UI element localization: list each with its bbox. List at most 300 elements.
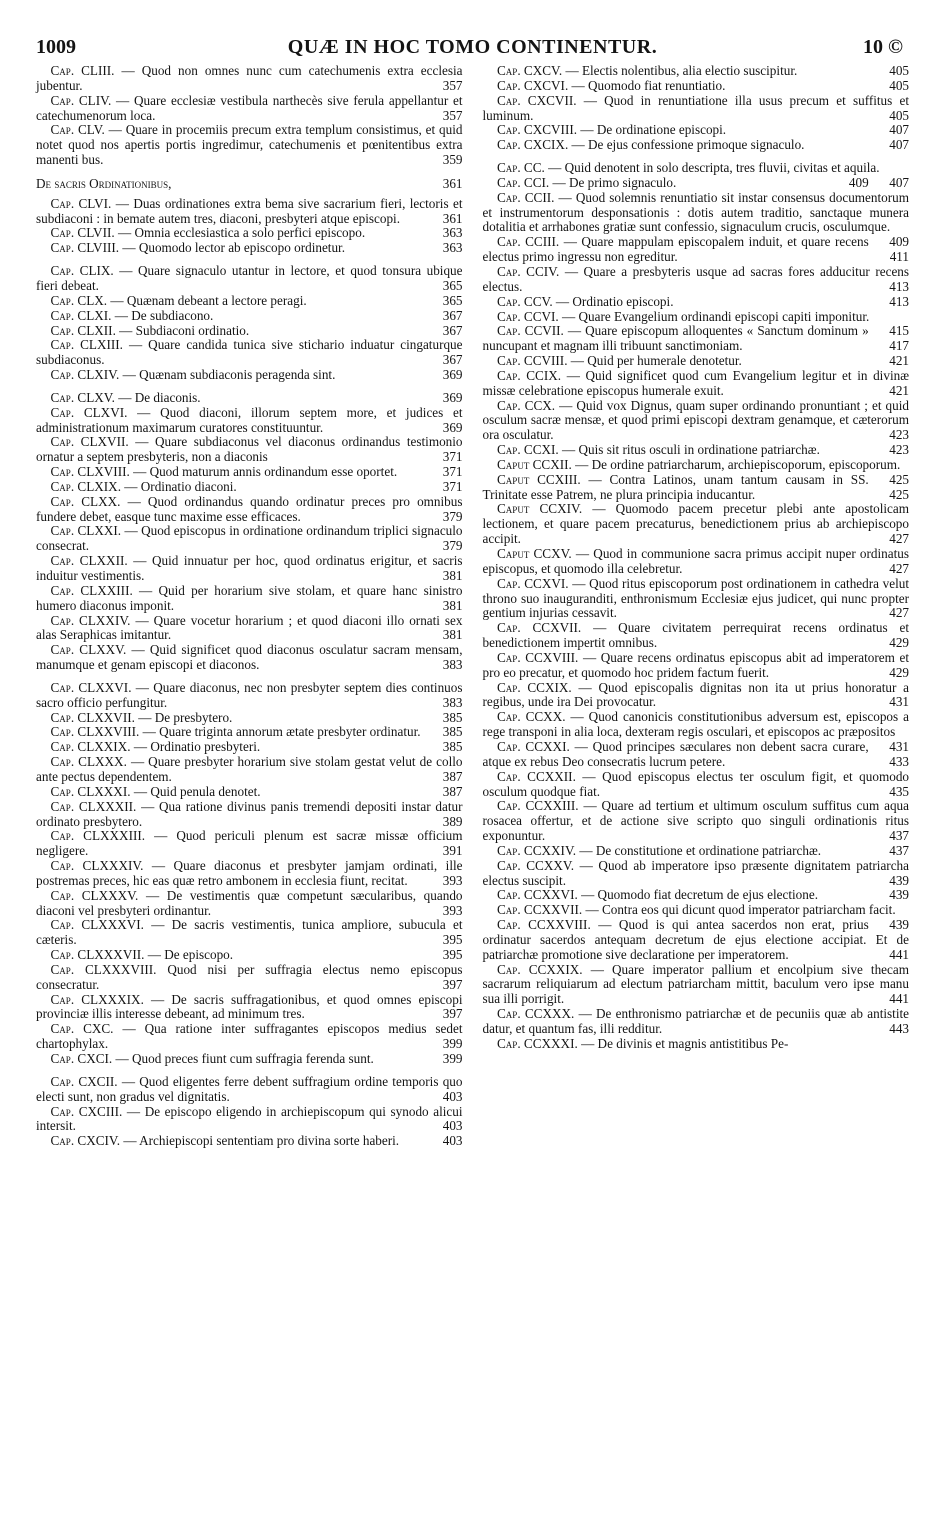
chapter-label: Cap. CCVI. (497, 308, 559, 324)
chapter-label: Cap. CCVII. (497, 323, 564, 339)
chapter-text: — Quare Evangelium ordinandi episcopi capiti imponitur. (562, 308, 870, 324)
toc-entry (36, 681, 463, 711)
toc-entry (36, 264, 463, 294)
page-ref: 399 (442, 1036, 463, 1052)
chapter-text: — Quod canonicis constitutionibus adversum est, episcopos a rege transponi in alia loca, dexteram regis osculari, et episcopos ac præpositos (482, 709, 909, 740)
chapter-text: — Qua ratione divinus panis tremendi depositi instar datur ordinato presbytero. (36, 798, 463, 829)
chapter-text: — De ejus confessione primoque signaculo. (571, 137, 805, 153)
chapter-text: — Quare imperator pallium et encolpium sive thecam sacrarum reliquiarum ad electum patriarcham mittit, baculum vero ipse manu sua illi porrigit. (482, 961, 910, 1007)
page-ref: 409 (848, 174, 869, 190)
chapter-text: Quod nisi per suffragia electus nemo episcopus consecratur. (36, 961, 463, 992)
chapter-text: — Quod episcopus in ordinatione ordinandum triplici signaculo consecrat. (36, 523, 463, 554)
chapter-text: — Quod ordinandus quando ordinatur preces pro omnibus fundere debet, easque tunc maxime esse efficaces. (36, 493, 463, 524)
page-ref: 371 (442, 449, 463, 465)
page-ref: 387 (442, 768, 463, 784)
chapter-label: Caput CCXV. (497, 546, 572, 561)
chapter-text: — Quod principes sæculares non debent sacra curare, atque ex rebus Deo consecratis lucrum petere. (482, 738, 869, 769)
chapter-text: — De subdiacono. (114, 307, 214, 323)
chapter-text: — De episcopo eligendo in archiepiscopum qui synodo alicui intersit. (36, 1103, 463, 1134)
page-ref: 385 (442, 709, 463, 725)
toc-entry (36, 643, 463, 673)
chapter-label: Cap. CCVIII. (497, 353, 568, 369)
toc-entry (483, 235, 910, 265)
page-ref: 403 (442, 1133, 463, 1149)
page-ref: 403 (442, 1088, 463, 1104)
toc-entry (36, 64, 463, 94)
page-number-left: 1009 (36, 36, 76, 58)
page-ref: 431 (889, 694, 909, 710)
toc-entry (36, 94, 463, 124)
toc-entry (36, 889, 463, 919)
toc-entry (483, 859, 910, 889)
chapter-label: Cap. CLXXXIX. (50, 991, 144, 1007)
chapter-text: — Quod solemnis renuntiatio sit instar consensus documentorum et instrumentorum desponsationis : dotis autem traditio, sanctaque munera dotalitia et arrhabones gratiæ sunt confessio, signaculum crucis, osculumque. (482, 189, 909, 235)
chapter-text: — Quare signaculo utantur in lectore, et quod tonsura ubique fieri debeat. (36, 263, 463, 293)
chapter-text: — Quod is qui antea sacerdos non erat, prius ordinatur sacerdos antequam decretum de ejus electione accipiat. Et de patriarchæ promotione sive declaratione per imperatorem. (482, 917, 909, 962)
toc-entry (36, 294, 463, 309)
page-ref: 397 (442, 976, 463, 992)
chapter-text: — Quod preces fiunt cum suffragia ferenda sunt. (115, 1051, 374, 1066)
page-ref: 437 (889, 828, 909, 844)
page-ref: 405 (889, 63, 909, 78)
chapter-text: — Quare in procemiis precum extra templum consistimus, et quid notet quod nos apertis portis ingredimur, catechumenis et pœnitentibus extra manenti bus. (36, 122, 463, 168)
chapter-text: — Quare episcopum alloquentes « Sanctum dominum » nuncupant et magnam illi tribuunt sanctimoniam. (482, 323, 869, 354)
toc-entry (36, 495, 463, 525)
toc-entry (483, 888, 910, 903)
chapter-label: Cap. CXCVIII. (497, 122, 578, 138)
chapter-text: — Duas ordinationes extra bema sive sacrarium fieri, lectoris et subdiaconi : in bemate autem tres, diaconi, presbyteri atque episcopi. (36, 195, 463, 226)
chapter-label: Cap. CCXX. (497, 709, 566, 725)
toc-entry (36, 406, 463, 436)
page-ref: 411 (889, 249, 909, 265)
chapter-text: — De diaconis. (118, 389, 201, 405)
chapter-text: — Quænam subdiaconis peragenda sint. (122, 367, 336, 383)
toc-entry (483, 651, 910, 681)
page-ref: 423 (889, 442, 909, 458)
page-ref: 367 (442, 352, 463, 368)
page-ref: 395 (442, 947, 463, 963)
chapter-text: — Quare presbyter horarium sive stolam gestat velut de collo ante pectus dependentem. (36, 754, 463, 784)
page-ref: 405 (889, 77, 909, 93)
toc-entry (36, 197, 463, 227)
page-ref: 425 (889, 486, 909, 502)
toc-entry (36, 1075, 463, 1105)
chapter-text: — De vestimentis quæ competunt sæcularibus, quando diaconi vel presbyteri ordinantur. (36, 887, 463, 918)
toc-entry (483, 681, 910, 711)
chapter-text: — Qua ratione inter suffragantes episcopos medius sedet chartophylax. (36, 1021, 463, 1052)
toc-entry (36, 963, 463, 993)
section-heading (36, 177, 463, 192)
page-ref: 429 (889, 635, 909, 651)
chapter-text: — De ordine patriarcharum, archiepiscoporum, episcoporum. (575, 456, 901, 472)
page-ref: 381 (442, 568, 463, 583)
toc-entry (36, 584, 463, 614)
chapter-label: Cap. CLXXIV. (50, 612, 131, 628)
page-ref: 429 (889, 664, 909, 680)
toc-entry (483, 265, 910, 295)
page-ref: 431 (889, 738, 909, 754)
chapter-text: — De ordinatione episcopi. (580, 122, 727, 138)
toc-entry (36, 755, 463, 785)
page-ref: 365 (442, 292, 463, 308)
chapter-label: Caput CCXIV. (497, 501, 583, 517)
chapter-text: — De primo signaculo. (552, 174, 677, 190)
section-title: De sacris Ordinationibus, (36, 175, 172, 191)
chapter-label: Cap. CCXXVI. (497, 887, 578, 903)
toc-entry (483, 123, 910, 138)
chapter-label: Cap. CLXIII. (50, 337, 123, 353)
chapter-text: — Quid significet quod diaconus osculatur sacram mensam, manumque et genam episcopi et diaconos. (36, 642, 463, 673)
chapter-label: Cap. CCIX. (497, 367, 562, 383)
toc-entry (483, 399, 910, 444)
page-ref: 441 (889, 946, 909, 962)
chapter-text: — Quid significet quod cum Evangelium legitur et in divinæ missæ celebratione episcopus humerale exuit. (482, 367, 909, 398)
chapter-text: — Quare diaconus, nec non presbyter septem dies continuos sacro officio perfungitur. (36, 679, 463, 710)
chapter-label: Cap. CCV. (497, 293, 553, 309)
page-ref: 369 (442, 367, 463, 383)
toc-entry (483, 1007, 910, 1037)
chapter-text: — Quod eligentes ferre debent suffragium ordine temporis quo electi sunt, non gradus vel dignitatis. (36, 1073, 463, 1104)
chapter-text: — Quod maturum annis ordinandum esse oportet. (133, 464, 398, 480)
chapter-text: — De episcopo. (147, 947, 234, 963)
page-ref: 381 (442, 597, 463, 613)
chapter-label: Cap. CLXXX. (50, 754, 127, 770)
chapter-label: Cap. CLXII. (50, 322, 116, 338)
page-ref: 385 (442, 724, 463, 740)
chapter-text: — Quomodo fiat renuntiatio. (571, 77, 726, 93)
chapter-text: — Quid vox Dignus, quam super ordinando pronuntiant ; et quid osculum sacræ mensæ, et quod primi episcopi dextram genamque, et cæterorum ora osculatur. (482, 397, 910, 443)
chapter-text: — Quare a presbyteris usque ad sacras fores adducitur recens electus. (482, 263, 910, 294)
chapter-label: Cap. CLIV. (50, 92, 112, 108)
chapter-label: Cap. CCXXII. (497, 768, 576, 784)
toc-entry (36, 800, 463, 830)
page-ref: 365 (442, 277, 463, 293)
chapter-label: Cap. CXCIV. (50, 1133, 121, 1149)
chapter-text: — Quod ab imperatore ipso præsente dignitatem patriarcha electus suscipit. (482, 857, 910, 888)
page-ref: 407 (889, 137, 909, 153)
toc-entry (36, 859, 463, 889)
chapter-label: Cap. CXCVI. (497, 77, 569, 93)
chapter-label: Cap. CLXXIX. (50, 739, 131, 755)
chapter-label: Cap. CLXXVI. (50, 679, 132, 695)
page-ref: 417 (889, 338, 909, 354)
page-ref: 393 (442, 872, 463, 888)
chapter-text: — Quare subdiaconus vel diaconus ordinandus testimonio ornatur a septem presbyteris, non a diaconis (36, 434, 463, 465)
chapter-text: — Quod in communione sacra primus accipit nuper ordinatus episcopus, et quomodo illa celebretur. (482, 546, 909, 576)
page-ref: 427 (889, 605, 909, 621)
chapter-text: — De sacris vestimentis, tunica ampliore, subucula et cæteris. (36, 917, 463, 948)
page-ref: 395 (442, 932, 463, 948)
toc-entry (483, 354, 910, 369)
index-columns (36, 64, 909, 1149)
chapter-label: Cap. CCX. (497, 397, 556, 413)
toc-entry (483, 547, 910, 577)
toc-entry (36, 711, 463, 726)
chapter-text: — Quare civitatem perrequirat recens ordinatus et benedictionem impertit omnibus. (482, 620, 909, 651)
page-ref: 439 (889, 887, 909, 903)
chapter-text: — Omnia ecclesiastica a solo perfici episcopo. (117, 225, 366, 241)
chapter-text: — Electis nolentibus, alia electio suscipitur. (565, 63, 798, 78)
chapter-text: — Quare mappulam episcopalem induit, et quare recens electus primo ingressu non egreditur. (482, 234, 869, 265)
page-ref: 439 (889, 917, 909, 933)
toc-entry (36, 123, 463, 168)
chapter-label: Cap. CLVI. (50, 195, 112, 211)
chapter-label: Cap. CLXXVII. (50, 709, 135, 725)
toc-entry (483, 369, 910, 399)
toc-entry (36, 1022, 463, 1052)
chapter-label: Cap. CLXXI. (50, 523, 122, 539)
page-number-right: 10 © (863, 36, 903, 58)
page-ref: 399 (442, 1051, 463, 1066)
toc-entry (36, 918, 463, 948)
page-ref: 387 (442, 783, 463, 799)
chapter-text: — Quid per humerale denotetur. (570, 353, 742, 369)
chapter-text: — De enthronismo patriarchæ et de pecuniis quæ ab antistite datur, et quantum fas, illi redditur. (482, 1006, 910, 1036)
chapter-label: Cap. CLXV. (50, 389, 115, 405)
chapter-label: Cap. CXCIII. (50, 1103, 123, 1119)
toc-entry (483, 740, 910, 770)
chapter-text: — Quid denotent in solo descripta, tres fluvii, civitas et aquila. (548, 160, 880, 176)
page-ref: 413 (889, 293, 909, 309)
chapter-text: — Quænam debeant a lectore peragi. (110, 292, 307, 308)
page-ref: 425 (889, 471, 909, 487)
running-header (36, 36, 909, 62)
toc-entry (483, 770, 910, 800)
chapter-label: Cap. CCIV. (497, 263, 560, 279)
chapter-label: Caput CCXIII. (497, 471, 581, 487)
chapter-text: — Quod diaconi, illorum septem more, et judices et administrationum maximarum curatores constituuntur. (36, 404, 463, 435)
page-ref: 361 (442, 210, 463, 226)
page-ref: 439 (889, 872, 909, 888)
page-ref: 367 (442, 322, 463, 338)
toc-entry (36, 241, 463, 256)
page-ref: 393 (442, 902, 463, 918)
chapter-text: — Quare diaconus et presbyter jamjam ordinati, ille postremas preces, hic eas quæ retro ambonem in ecclesia fiunt, recitat. (36, 858, 463, 888)
page-ref: 389 (442, 813, 463, 829)
toc-entry (483, 502, 910, 547)
chapter-text: — Quod ritus episcoporum post ordinationem in cathedra velut throno suo inauguranditi, enthronismum Ecclesiæ ejus judicet, qui nunc propter gentium injurias cessavit. (482, 575, 909, 621)
chapter-label: Cap. CLV. (50, 122, 105, 138)
chapter-label: Caput CCXII. (497, 456, 572, 472)
page-ref: 385 (442, 739, 463, 755)
chapter-text: — De presbytero. (138, 709, 233, 725)
running-title: QUÆ IN HOC TOMO CONTINENTUR. (287, 36, 658, 58)
chapter-label: Cap. CLXI. (50, 307, 112, 323)
chapter-label: Cap. CCXXVII. (497, 902, 583, 918)
page-ref: 413 (889, 278, 909, 294)
page-ref: 409 (889, 234, 909, 250)
page-ref: 359 (442, 152, 463, 168)
toc-entry (483, 324, 910, 354)
chapter-text: — Quid innuatur per hoc, quod ordinatus erigitur, et sacris induitur vestimentis. (36, 553, 463, 583)
chapter-text: — Quod episcopus electus ter osculum figit, et quomodo osculum quodque fiat. (482, 768, 910, 799)
page-ref: 443 (889, 1021, 909, 1036)
page-ref: 421 (889, 353, 909, 369)
toc-entry (36, 324, 463, 339)
chapter-text: — Quis sit ritus osculi in ordinatione patriarchæ. (562, 442, 820, 458)
chapter-label: Cap. CLXXXVIII. (50, 961, 157, 977)
chapter-label: Cap. CLXXXVI. (50, 917, 144, 933)
toc-entry (483, 577, 910, 622)
toc-entry (36, 785, 463, 800)
chapter-text: — Quare triginta annorum ætate presbyter ordinatur. (142, 724, 421, 740)
chapter-label: Cap. CCXXI. (497, 738, 570, 754)
chapter-label: Cap. CLXXXIII. (50, 828, 146, 844)
page-ref: 371 (442, 478, 463, 494)
page-ref: 383 (442, 694, 463, 710)
chapter-text: — Subdiaconi ordinatio. (119, 322, 250, 338)
toc-entry (483, 443, 910, 458)
chapter-text: — Ordinatio episcopi. (555, 293, 674, 309)
page-ref: 369 (442, 389, 463, 405)
page-ref: 441 (889, 991, 909, 1007)
page-ref: 427 (889, 531, 909, 547)
chapter-text: — Quod in renuntiatione illa usus precum et suffitus et luminum. (482, 92, 909, 123)
page-ref: 437 (889, 842, 909, 858)
toc-entry (36, 338, 463, 368)
chapter-text: — Quod periculi plenum est sacræ missæ officium negligere. (36, 828, 463, 859)
page-ref: 433 (889, 753, 909, 769)
chapter-label: Cap. CC. (497, 160, 545, 176)
chapter-text: — Quid penula denotet. (133, 783, 261, 799)
toc-entry (483, 64, 910, 79)
chapter-label: Cap. CCXI. (497, 442, 559, 458)
chapter-label: Cap. CLXXII. (50, 553, 128, 569)
page-ref: 381 (442, 627, 463, 643)
page-ref: 407 (889, 174, 909, 190)
chapter-label: Cap. CLIX. (50, 263, 114, 279)
toc-entry (483, 1037, 910, 1052)
chapter-label: Cap. CLXVIII. (50, 464, 130, 480)
toc-entry (36, 391, 463, 406)
toc-entry (36, 554, 463, 584)
chapter-text: — Quod episcopalis dignitas non ita ut prius honoratur a regibus, unde ira Dei provocatur. (482, 679, 909, 710)
toc-entry (483, 621, 910, 651)
chapter-text: — Quare ad tertium et ultimum osculum suffitus cum aqua rosacea offertur, et de actione sive scripto quo singuli ordinationis ritus exponuntur. (482, 798, 910, 844)
chapter-label: Cap. CXCVII. (497, 92, 577, 108)
chapter-label: Cap. CLXVI. (50, 404, 128, 420)
page-ref: 383 (442, 657, 463, 673)
chapter-label: Cap. CLXX. (50, 493, 121, 509)
chapter-label: Cap. CCXXX. (497, 1006, 575, 1022)
toc-entry (483, 918, 910, 963)
chapter-label: Cap. CLXXXII. (50, 798, 137, 814)
page-ref: 423 (889, 427, 909, 443)
chapter-text: — Ordinatio diaconi. (124, 478, 237, 494)
toc-entry (36, 948, 463, 963)
chapter-text: — Quomodo lector ab episcopo ordinetur. (122, 240, 346, 256)
page-ref: 361 (442, 175, 463, 191)
chapter-label: Cap. CLIII. (50, 63, 115, 78)
page-ref: 407 (889, 122, 909, 138)
toc-entry (483, 295, 910, 310)
chapter-label: Cap. CLVIII. (50, 240, 120, 256)
chapter-text: — De sacris suffragationibus, et quod omnes episcopi provinciæ illis interesse debeant, ad minimum tres. (36, 991, 463, 1022)
chapter-text: — Quomodo fiat decretum de ejus electione. (581, 887, 818, 903)
page-ref: 421 (889, 382, 909, 398)
toc-entry (36, 524, 463, 554)
chapter-label: Cap. CCXVII. (497, 620, 582, 636)
toc-entry (483, 176, 910, 191)
toc-entry (36, 614, 463, 644)
chapter-label: Cap. CLXIV. (50, 367, 120, 383)
toc-entry (36, 465, 463, 480)
chapter-text: — De divinis et magnis antistitibus Pe- (581, 1035, 789, 1051)
toc-entry (36, 435, 463, 465)
page-ref: 397 (442, 1006, 463, 1022)
page-ref: 369 (442, 419, 463, 435)
page-ref: 357 (442, 107, 463, 123)
toc-entry (483, 844, 910, 859)
chapter-label: Cap. CXC. (50, 1021, 114, 1037)
page-ref: 415 (889, 323, 909, 339)
chapter-text: — Quomodo pacem precetur plebi ante apostolicam lectionem, et quare pacem precaturus, benedictionem prius ab archiepiscopo accipit. (482, 501, 909, 547)
chapter-text: — Quod non omnes nunc cum catechumenis extra ecclesia jubentur. (36, 63, 463, 93)
toc-entry (36, 1052, 463, 1067)
chapter-label: Cap. CLXXXV. (50, 887, 139, 903)
chapter-label: Cap. CCIII. (497, 234, 560, 250)
chapter-text: — Archiepiscopi sententiam pro divina sorte haberi. (123, 1133, 400, 1149)
toc-entry (483, 473, 910, 503)
chapter-label: Cap. CCXVI. (497, 575, 569, 591)
chapter-text: — Contra Latinos, unam tantum causam in SS. Trinitate esse Patrem, ne plura principia inducantur. (482, 471, 869, 502)
page-ref: 379 (442, 508, 463, 524)
chapter-label: Cap. CCI. (497, 174, 550, 190)
chapter-label: Cap. CCXXIX. (497, 961, 583, 977)
chapter-label: Cap. CLXXXIV. (50, 858, 144, 874)
toc-entry (36, 740, 463, 755)
toc-entry (36, 829, 463, 859)
page-ref: 357 (442, 77, 463, 93)
chapter-label: Cap. CCII. (497, 189, 555, 205)
page-ref: 363 (442, 240, 463, 256)
page-ref: 367 (442, 307, 463, 323)
toc-entry (36, 993, 463, 1023)
page-ref: 405 (889, 107, 909, 123)
toc-entry (483, 963, 910, 1008)
page-ref: 427 (889, 560, 909, 576)
toc-entry (36, 1134, 463, 1149)
chapter-label: Cap. CCXXIII. (497, 798, 579, 814)
chapter-label: Cap. CCXXIV. (497, 842, 577, 858)
page-ref: 391 (442, 843, 463, 859)
page-ref: 403 (442, 1118, 463, 1134)
chapter-label: Cap. CXCI. (50, 1051, 113, 1066)
chapter-label: Cap. CXCV. (497, 63, 563, 78)
chapter-text: — Ordinatio presbyteri. (133, 739, 261, 755)
chapter-text: — Quare candida tunica sive stichario induatur cingaturque subdiaconus. (36, 337, 463, 368)
chapter-label: Cap. CLXXVIII. (50, 724, 140, 740)
page-ref: 371 (442, 464, 463, 480)
chapter-label: Cap. CCXVIII. (497, 649, 579, 665)
chapter-label: Cap. CLXXV. (50, 642, 127, 658)
chapter-label: Cap. CLXXXVII. (50, 947, 145, 963)
page-ref: 379 (442, 538, 463, 554)
page-ref: 435 (889, 783, 909, 799)
left-column (36, 64, 463, 1149)
chapter-label: Cap. CCXXV. (497, 857, 574, 873)
right-column (483, 64, 910, 1149)
chapter-label: Cap. CCXXXI. (497, 1035, 578, 1051)
toc-entry (36, 480, 463, 495)
chapter-label: Cap. CLXIX. (50, 478, 121, 494)
chapter-text: — De constitutione et ordinatione patriarchæ. (579, 842, 822, 858)
chapter-label: Cap. CLXXXI. (50, 783, 131, 799)
chapter-label: Cap. CLVII. (50, 225, 115, 241)
chapter-label: Cap. CLXXIII. (50, 582, 133, 598)
chapter-label: Cap. CLX. (50, 292, 108, 308)
toc-entry (36, 368, 463, 383)
